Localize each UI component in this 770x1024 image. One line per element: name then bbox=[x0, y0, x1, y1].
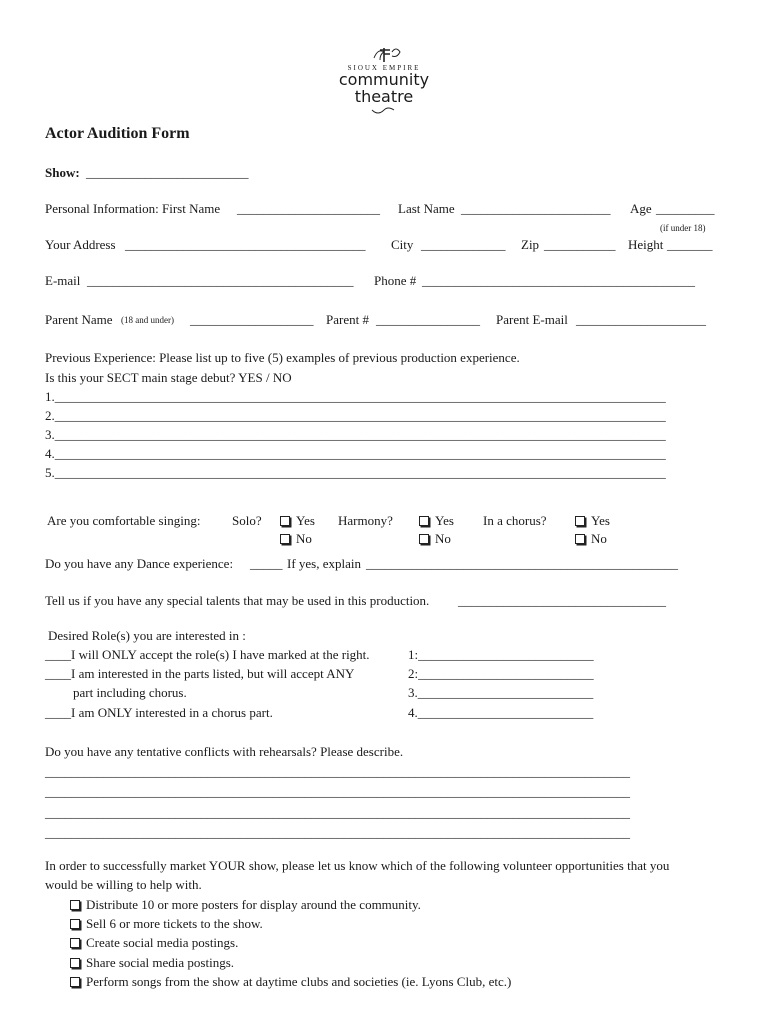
volunteer-option-label: Create social media postings. bbox=[86, 935, 239, 950]
volunteer-option[interactable] bbox=[70, 956, 234, 969]
age-note: (if under 18) bbox=[660, 223, 706, 233]
volunteer-option[interactable] bbox=[70, 898, 421, 911]
role-option-any[interactable]: ____I am interested in the parts listed, but will accept ANY bbox=[45, 666, 355, 681]
parent-phone-label: Parent # bbox=[326, 312, 369, 327]
volunteer-option-label: Perform songs from the show at daytime clubs and societies (ie. Lyons Club, etc.) bbox=[86, 974, 512, 989]
conflicts-line[interactable]: __________________________________________________________________________________________ bbox=[45, 764, 630, 779]
checkbox-icon[interactable] bbox=[419, 534, 429, 544]
parent-email-field[interactable]: ____________________ bbox=[576, 312, 706, 327]
page-title: Actor Audition Form bbox=[45, 125, 190, 142]
experience-line[interactable]: 5.______________________________________________________________________________________________ bbox=[45, 465, 666, 480]
solo-label: Solo? bbox=[232, 513, 262, 528]
role-option-any-cont: part including chorus. bbox=[73, 685, 187, 700]
experience-line[interactable]: 4.______________________________________________________________________________________________ bbox=[45, 446, 666, 461]
checkbox-icon[interactable] bbox=[70, 977, 80, 987]
height-field[interactable]: _______ bbox=[667, 237, 713, 252]
option-label: No bbox=[435, 531, 451, 546]
age-label: Age bbox=[630, 201, 652, 216]
option-label: Yes bbox=[435, 513, 454, 528]
parent-phone-field[interactable]: ________________ bbox=[376, 312, 480, 327]
address-label: Your Address bbox=[45, 237, 116, 252]
chorus-no-option[interactable] bbox=[575, 532, 607, 545]
harmony-yes-option[interactable] bbox=[419, 514, 454, 527]
experience-line[interactable]: 2.______________________________________________________________________________________________ bbox=[45, 408, 666, 423]
volunteer-option-label: Distribute 10 or more posters for display around the community. bbox=[86, 897, 421, 912]
volunteer-option-label: Share social media postings. bbox=[86, 955, 235, 970]
dance-field[interactable]: _____ bbox=[250, 556, 283, 571]
checkbox-icon[interactable] bbox=[280, 516, 290, 526]
email-field[interactable]: _________________________________________ bbox=[87, 273, 354, 288]
volunteer-intro: In order to successfully market YOUR show, please let us know which of the following volunteer opportunities that you bbox=[45, 858, 670, 873]
checkbox-icon[interactable] bbox=[575, 516, 585, 526]
harmony-no-option[interactable] bbox=[419, 532, 451, 545]
city-field[interactable]: _____________ bbox=[421, 237, 506, 252]
conflicts-line[interactable]: __________________________________________________________________________________________ bbox=[45, 825, 630, 840]
zip-label: Zip bbox=[521, 237, 540, 252]
zip-field[interactable]: ___________ bbox=[544, 237, 616, 252]
checkbox-icon[interactable] bbox=[70, 958, 80, 968]
logo bbox=[330, 44, 438, 118]
role-slot[interactable]: 4.___________________________ bbox=[408, 705, 594, 720]
city-label: City bbox=[391, 237, 414, 252]
logo-line-community: community bbox=[338, 70, 430, 89]
harmony-label: Harmony? bbox=[338, 513, 393, 528]
option-label: No bbox=[296, 531, 312, 546]
checkbox-icon[interactable] bbox=[575, 534, 585, 544]
role-option-chorus[interactable]: ____I am ONLY interested in a chorus part. bbox=[45, 705, 273, 720]
last-name-field[interactable]: _______________________ bbox=[461, 201, 611, 216]
height-label: Height bbox=[628, 237, 664, 252]
logo-line-theatre: theatre bbox=[354, 87, 414, 106]
logo-org: SIOUX EMPIRE bbox=[347, 64, 421, 72]
conflicts-line[interactable]: __________________________________________________________________________________________ bbox=[45, 784, 630, 799]
phone-label: Phone # bbox=[374, 273, 417, 288]
parent-name-field[interactable]: ___________________ bbox=[190, 312, 314, 327]
volunteer-intro-cont: would be willing to help with. bbox=[45, 877, 202, 892]
debut-question: Is this your SECT main stage debut? YES / NO bbox=[45, 370, 292, 385]
volunteer-option[interactable] bbox=[70, 917, 263, 930]
parent-name-label: Parent Name bbox=[45, 312, 113, 327]
experience-line[interactable]: 1.______________________________________________________________________________________________ bbox=[45, 389, 666, 404]
parent-name-note: (18 and under) bbox=[121, 315, 174, 325]
email-label: E-mail bbox=[45, 273, 81, 288]
conflicts-line[interactable]: __________________________________________________________________________________________ bbox=[45, 805, 630, 820]
show-label: Show: bbox=[45, 165, 80, 180]
age-field[interactable]: _________ bbox=[656, 201, 715, 216]
role-slot[interactable]: 2:___________________________ bbox=[408, 666, 594, 681]
last-name-label: Last Name bbox=[398, 201, 455, 216]
option-label: No bbox=[591, 531, 607, 546]
checkbox-icon[interactable] bbox=[419, 516, 429, 526]
role-option-only[interactable]: ____I will ONLY accept the role(s) I have marked at the right. bbox=[45, 647, 370, 662]
checkbox-icon[interactable] bbox=[280, 534, 290, 544]
phone-field[interactable]: __________________________________________ bbox=[422, 273, 695, 288]
option-label: Yes bbox=[591, 513, 610, 528]
show-field[interactable]: _________________________ bbox=[86, 165, 249, 180]
roles-heading: Desired Role(s) you are interested in : bbox=[48, 628, 246, 643]
singing-question: Are you comfortable singing: bbox=[47, 513, 201, 528]
experience-prompt: Previous Experience: Please list up to five (5) examples of previous production experience. bbox=[45, 350, 520, 365]
dance-explain-field[interactable]: ________________________________________________ bbox=[366, 556, 678, 571]
talents-field[interactable]: ________________________________ bbox=[458, 593, 666, 608]
dance-question: Do you have any Dance experience: bbox=[45, 556, 234, 571]
volunteer-option-label: Sell 6 or more tickets to the show. bbox=[86, 916, 263, 931]
checkbox-icon[interactable] bbox=[70, 900, 80, 910]
chorus-yes-option[interactable] bbox=[575, 514, 610, 527]
address-field[interactable]: _____________________________________ bbox=[125, 237, 366, 252]
volunteer-option[interactable] bbox=[70, 975, 511, 988]
option-label: Yes bbox=[296, 513, 315, 528]
first-name-field[interactable]: ______________________ bbox=[237, 201, 380, 216]
solo-yes-option[interactable] bbox=[280, 514, 315, 527]
first-name-label: Personal Information: First Name bbox=[45, 201, 221, 216]
solo-no-option[interactable] bbox=[280, 532, 312, 545]
volunteer-option[interactable] bbox=[70, 936, 238, 949]
chorus-label: In a chorus? bbox=[483, 513, 547, 528]
checkbox-icon[interactable] bbox=[70, 938, 80, 948]
conflicts-question: Do you have any tentative conflicts with rehearsals? Please describe. bbox=[45, 744, 404, 759]
talents-prompt: Tell us if you have any special talents that may be used in this production. bbox=[45, 593, 430, 608]
checkbox-icon[interactable] bbox=[70, 919, 80, 929]
role-slot[interactable]: 3.___________________________ bbox=[408, 685, 594, 700]
experience-line[interactable]: 3.______________________________________________________________________________________________ bbox=[45, 427, 666, 442]
parent-email-label: Parent E-mail bbox=[496, 312, 568, 327]
dance-explain-label: If yes, explain bbox=[287, 556, 362, 571]
role-slot[interactable]: 1:___________________________ bbox=[408, 647, 594, 662]
